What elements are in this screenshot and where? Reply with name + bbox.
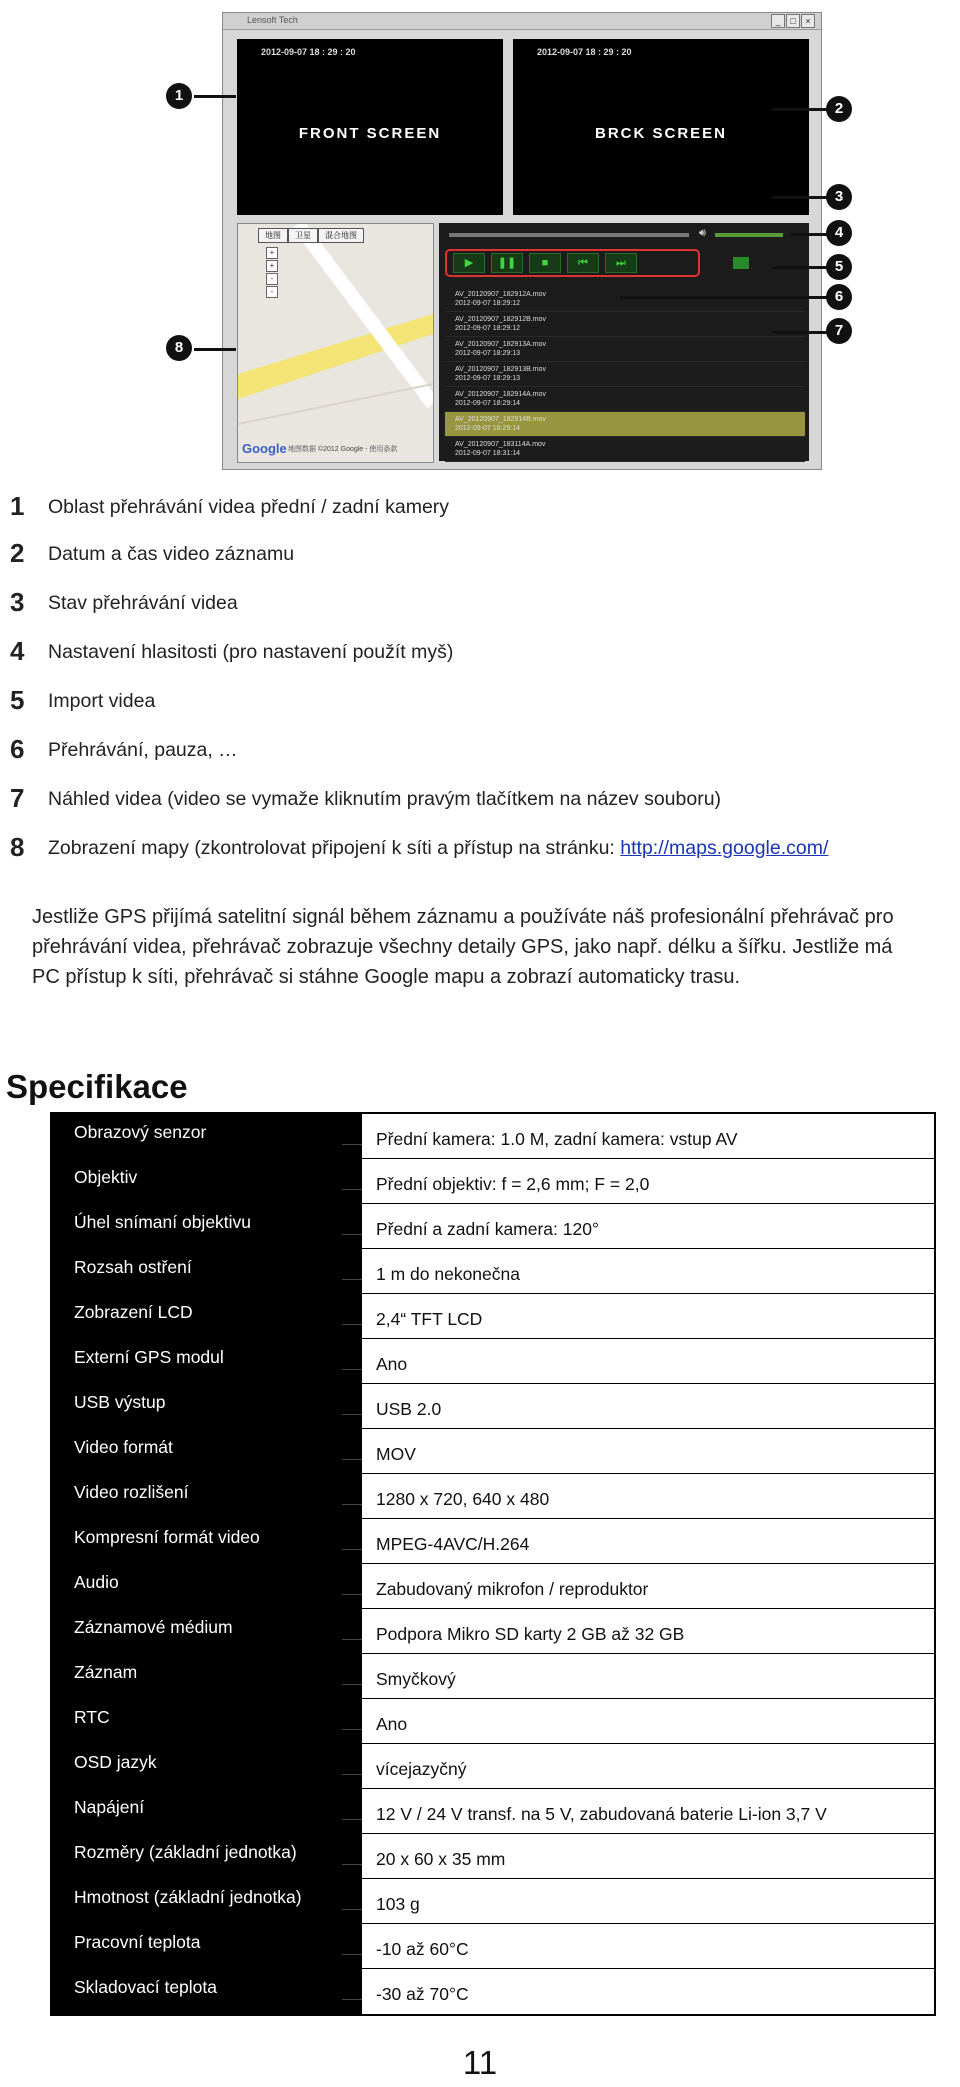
- spec-value: MPEG-4AVC/H.264: [362, 1519, 934, 1564]
- pause-icon[interactable]: ❚❚: [491, 253, 523, 273]
- file-date: 2012-09-07 18:29:13: [455, 350, 520, 357]
- google-logo: Google: [242, 441, 287, 456]
- zoom-in-icon[interactable]: +: [266, 260, 278, 272]
- spec-label: Objektiv: [52, 1159, 362, 1204]
- file-item[interactable]: [445, 362, 805, 387]
- gps-description: Jestliže GPS přijímá satelitní signál během záznamu a používáte náš profesionální přehrávač pro přehrávání videa, přehrávač zobrazuje všechny detaily GPS, jako např. délku a šířku. Jestliže má PC přístup k síti, přehrávač si stáhne Google mapu a zobrazí automaticky trasu.: [32, 906, 894, 988]
- spec-label: Video formát: [52, 1429, 362, 1474]
- file-item[interactable]: [445, 437, 805, 462]
- callout-4: 4: [826, 220, 852, 246]
- spec-label: Záznam: [52, 1654, 362, 1699]
- legend-number: 8: [10, 832, 25, 862]
- legend-text: Stav přehrávání videa: [48, 592, 238, 614]
- file-date: 2012-09-07 18:31:14: [455, 450, 520, 457]
- window-titlebar: [223, 13, 821, 30]
- legend-number: 3: [10, 587, 25, 617]
- file-name: AV_20120907_182912A.mov: [455, 291, 546, 298]
- close-icon[interactable]: ×: [801, 14, 815, 28]
- map-panel[interactable]: [237, 223, 434, 463]
- spec-value: Podpora Mikro SD karty 2 GB až 32 GB: [362, 1609, 934, 1654]
- spec-label: RTC: [52, 1699, 362, 1744]
- map-zoom-controls: [258, 246, 284, 299]
- callout-line: [194, 95, 236, 98]
- callout-5: 5: [826, 254, 852, 280]
- callout-line: [194, 348, 236, 351]
- legend-number: 4: [10, 636, 25, 666]
- spec-value: Ano: [362, 1339, 934, 1384]
- table-row: [52, 1609, 934, 1654]
- front-screen: [237, 39, 503, 215]
- maximize-icon[interactable]: □: [786, 14, 800, 28]
- page-number: 11: [462, 2044, 498, 2081]
- next-icon[interactable]: ⏭: [605, 253, 637, 273]
- map-tab-hybrid[interactable]: 混合地图: [318, 228, 364, 243]
- spec-label: Rozměry (základní jednotka): [52, 1834, 362, 1879]
- spec-value: USB 2.0: [362, 1384, 934, 1429]
- legend-text: Náhled videa (video se vymaže kliknutím pravým tlačítkem na název souboru): [48, 788, 722, 810]
- file-item[interactable]: [445, 337, 805, 362]
- file-name: AV_20120907_182913A.mov: [455, 341, 546, 348]
- spec-heading: Specifikace: [6, 1068, 188, 1105]
- file-date: 2012-09-07 18:29:13: [455, 375, 520, 382]
- spec-label: Externí GPS modul: [52, 1339, 362, 1384]
- file-name: AV_20120907_182914A.mov: [455, 391, 546, 398]
- table-row: [52, 1924, 934, 1969]
- video-file-list: [445, 287, 805, 462]
- file-item[interactable]: [445, 312, 805, 337]
- spec-label: USB výstup: [52, 1384, 362, 1429]
- spec-value: 1 m do nekonečna: [362, 1249, 934, 1294]
- spec-value: vícejazyčný: [362, 1744, 934, 1789]
- table-row: [52, 1339, 934, 1384]
- legend-item-5: [10, 685, 155, 716]
- zoom-out-icon[interactable]: -: [266, 273, 278, 285]
- spec-value: Přední a zadní kamera: 120°: [362, 1204, 934, 1249]
- stop-icon[interactable]: ■: [529, 253, 561, 273]
- legend-text: Zobrazení mapy (zkontrolovat připojení k síti a přístup na stránku:: [48, 837, 621, 859]
- callout-2: 2: [826, 96, 852, 122]
- legend-number: 6: [10, 734, 25, 764]
- file-item[interactable]: [445, 387, 805, 412]
- spec-label: Audio: [52, 1564, 362, 1609]
- volume-slider[interactable]: [715, 233, 783, 237]
- table-row: [52, 1834, 934, 1879]
- legend-number: 1: [10, 491, 25, 521]
- table-row: [52, 1429, 934, 1474]
- legend-item-1: [10, 491, 449, 522]
- minimize-icon[interactable]: _: [771, 14, 785, 28]
- spec-label: OSD jazyk: [52, 1744, 362, 1789]
- prev-icon[interactable]: ⏮: [567, 253, 599, 273]
- spec-value: 1280 x 720, 640 x 480: [362, 1474, 934, 1519]
- spec-table: [50, 1112, 936, 2016]
- file-date: 2012-09-07 18:29:12: [455, 300, 520, 307]
- spec-value: -30 až 70°C: [362, 1969, 934, 2014]
- legend-item-7: [10, 783, 721, 814]
- play-icon[interactable]: ▶: [453, 253, 485, 273]
- spec-label: Pracovní teplota: [52, 1924, 362, 1969]
- spec-label: Kompresní formát video: [52, 1519, 362, 1564]
- legend-text: Oblast přehrávání videa přední / zadní kamery: [48, 496, 450, 518]
- table-row: [52, 1969, 934, 2014]
- front-timestamp: 2012-09-07 18 : 29 : 20: [261, 47, 356, 57]
- table-row: [52, 1159, 934, 1204]
- maps-link[interactable]: http://maps.google.com/: [620, 837, 829, 859]
- playback-panel: [439, 223, 809, 461]
- spec-label: Obrazový senzor: [52, 1114, 362, 1159]
- table-row: [52, 1564, 934, 1609]
- callout-6: 6: [826, 284, 852, 310]
- table-row: [52, 1519, 934, 1564]
- table-row: [52, 1204, 934, 1249]
- legend-text: Přehrávání, pauza, …: [48, 739, 238, 761]
- callout-1: 1: [166, 83, 192, 109]
- file-item[interactable]: [445, 287, 805, 312]
- file-name: AV_20120907_182914B.mov: [455, 416, 546, 423]
- legend-item-4: [10, 636, 453, 667]
- map-copyright: 地图数据 ©2012 Google - 使用条款: [288, 446, 398, 453]
- callout-line: [772, 108, 834, 111]
- callout-8: 8: [166, 335, 192, 361]
- zoom-out-icon[interactable]: -: [266, 286, 278, 298]
- spec-value: Přední kamera: 1.0 M, zadní kamera: vstup AV: [362, 1114, 934, 1159]
- file-date: 2012-09-07 18:29:14: [455, 400, 520, 407]
- spec-value: Ano: [362, 1699, 934, 1744]
- import-folder-icon[interactable]: [733, 257, 749, 269]
- spec-value: 103 g: [362, 1879, 934, 1924]
- table-row: [52, 1249, 934, 1294]
- map-tab-map[interactable]: 地图: [258, 228, 288, 243]
- spec-value: -10 až 60°C: [362, 1924, 934, 1969]
- table-row: [52, 1744, 934, 1789]
- back-screen-label: BRCK SCREEN: [594, 125, 727, 142]
- spec-label: Zobrazení LCD: [52, 1294, 362, 1339]
- zoom-in-icon[interactable]: +: [266, 247, 278, 259]
- file-item-selected[interactable]: [445, 412, 805, 437]
- spec-value: MOV: [362, 1429, 934, 1474]
- callout-line: [772, 331, 834, 334]
- spec-label: Záznamové médium: [52, 1609, 362, 1654]
- file-name: AV_20120907_182912B.mov: [455, 316, 546, 323]
- spec-label: Napájení: [52, 1789, 362, 1834]
- legend-item-8: [10, 832, 828, 863]
- table-row: [52, 1474, 934, 1519]
- spec-value: 20 x 60 x 35 mm: [362, 1834, 934, 1879]
- spec-value: 2,4“ TFT LCD: [362, 1294, 934, 1339]
- playback-progress-bar[interactable]: [449, 233, 689, 237]
- table-row: [52, 1789, 934, 1834]
- table-row: [52, 1114, 934, 1159]
- legend-text: Nastavení hlasitosti (pro nastavení použít myš): [48, 641, 454, 663]
- callout-3: 3: [826, 184, 852, 210]
- map-tab-satellite[interactable]: 卫星: [288, 228, 318, 243]
- player-screenshot: [222, 12, 822, 470]
- back-timestamp: 2012-09-07 18 : 29 : 20: [537, 47, 632, 57]
- window-title: Lensoft Tech: [247, 15, 298, 25]
- legend-item-2: [10, 538, 294, 569]
- spec-label: Skladovací teplota: [52, 1969, 362, 2014]
- callout-line: [772, 196, 834, 199]
- table-row: [52, 1294, 934, 1339]
- back-screen: [513, 39, 809, 215]
- spec-label: Rozsah ostření: [52, 1249, 362, 1294]
- table-row: [52, 1699, 934, 1744]
- callout-line: [620, 296, 834, 299]
- window-buttons: [771, 14, 815, 28]
- legend-item-3: [10, 587, 238, 618]
- callout-line: [772, 266, 834, 269]
- file-name: AV_20120907_182913B.mov: [455, 366, 546, 373]
- file-date: 2012-09-07 18:29:14: [455, 425, 520, 432]
- legend-text: Datum a čas video záznamu: [48, 543, 295, 565]
- spec-value: Přední objektiv: f = 2,6 mm; F = 2,0: [362, 1159, 934, 1204]
- spec-value: Zabudovaný mikrofon / reproduktor: [362, 1564, 934, 1609]
- legend-number: 2: [10, 538, 25, 568]
- spec-label: Úhel snímaní objektivu: [52, 1204, 362, 1249]
- legend-text: Import videa: [48, 690, 156, 712]
- legend-item-6: [10, 734, 238, 765]
- file-date: 2012-09-07 18:29:12: [455, 325, 520, 332]
- legend-number: 5: [10, 685, 25, 715]
- spec-value: Smyčkový: [362, 1654, 934, 1699]
- spec-label: Hmotnost (základní jednotka): [52, 1879, 362, 1924]
- file-name: AV_20120907_183114A.mov: [455, 441, 546, 448]
- table-row: [52, 1384, 934, 1429]
- speaker-icon: 🔊︎: [699, 227, 706, 239]
- legend-number: 7: [10, 783, 25, 813]
- playback-buttons: [445, 249, 700, 277]
- map-type-tabs: [258, 228, 364, 243]
- spec-label: Video rozlišení: [52, 1474, 362, 1519]
- front-screen-label: FRONT SCREEN: [298, 125, 442, 142]
- table-row: [52, 1654, 934, 1699]
- table-row: [52, 1879, 934, 1924]
- spec-value: 12 V / 24 V transf. na 5 V, zabudovaná baterie Li-ion 3,7 V: [362, 1789, 934, 1834]
- callout-7: 7: [826, 318, 852, 344]
